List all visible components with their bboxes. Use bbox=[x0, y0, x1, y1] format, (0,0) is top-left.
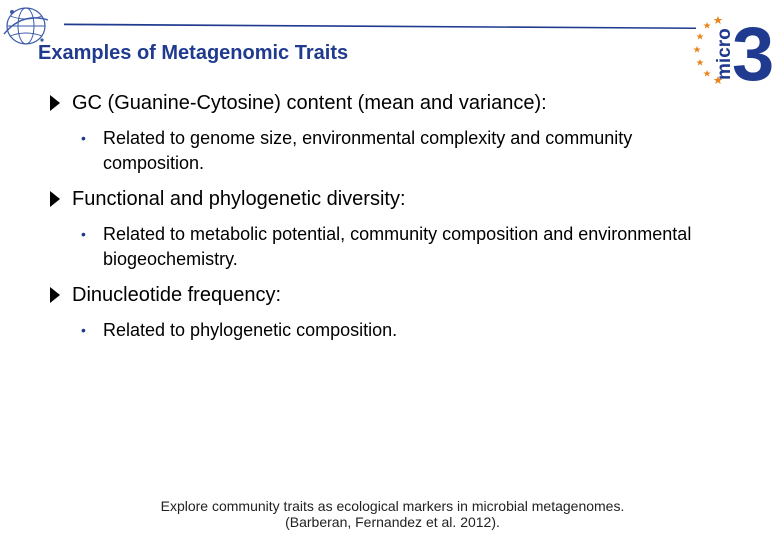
triangle-right-icon bbox=[50, 287, 60, 303]
trait-list bbox=[46, 90, 746, 343]
triangle-right-icon bbox=[50, 191, 60, 207]
trait-detail-text: Related to genome size, environmental complexity and community composition. bbox=[103, 128, 633, 173]
dot-icon: • bbox=[81, 226, 86, 242]
trait-heading bbox=[46, 90, 746, 116]
dot-icon: • bbox=[81, 130, 86, 146]
page-title: Examples of Metagenomic Traits bbox=[38, 42, 349, 64]
trait-item bbox=[46, 282, 746, 343]
trait-heading-text: Dinucleotide frequency: bbox=[72, 284, 282, 306]
trait-detail-text: Related to metabolic potential, community composition and environmental biogeochemistry. bbox=[103, 224, 692, 269]
citation-line-2: (Barberan, Fernandez et al. 2012). bbox=[285, 514, 500, 530]
trait-item bbox=[46, 90, 746, 176]
trait-detail bbox=[81, 318, 703, 343]
trait-detail bbox=[81, 126, 703, 176]
citation-line-1: Explore community traits as ecological markers in microbial metagenomes. bbox=[160, 498, 625, 514]
trait-item bbox=[46, 186, 746, 272]
trait-heading bbox=[46, 186, 746, 212]
trait-heading-text: Functional and phylogenetic diversity: bbox=[72, 188, 406, 210]
micro3-logo bbox=[684, 8, 776, 90]
citation-footer bbox=[0, 498, 780, 530]
trait-detail bbox=[81, 222, 703, 272]
trait-detail-text: Related to phylogenetic composition. bbox=[103, 320, 398, 340]
trait-heading bbox=[46, 282, 746, 308]
logo-micro-text: micro bbox=[714, 28, 735, 80]
dot-icon: • bbox=[81, 322, 86, 338]
logo-three-glyph: 3 bbox=[732, 12, 775, 90]
triangle-right-icon bbox=[50, 95, 60, 111]
trait-heading-text: GC (Guanine-Cytosine) content (mean and variance): bbox=[72, 92, 547, 114]
header-rule bbox=[64, 22, 696, 30]
